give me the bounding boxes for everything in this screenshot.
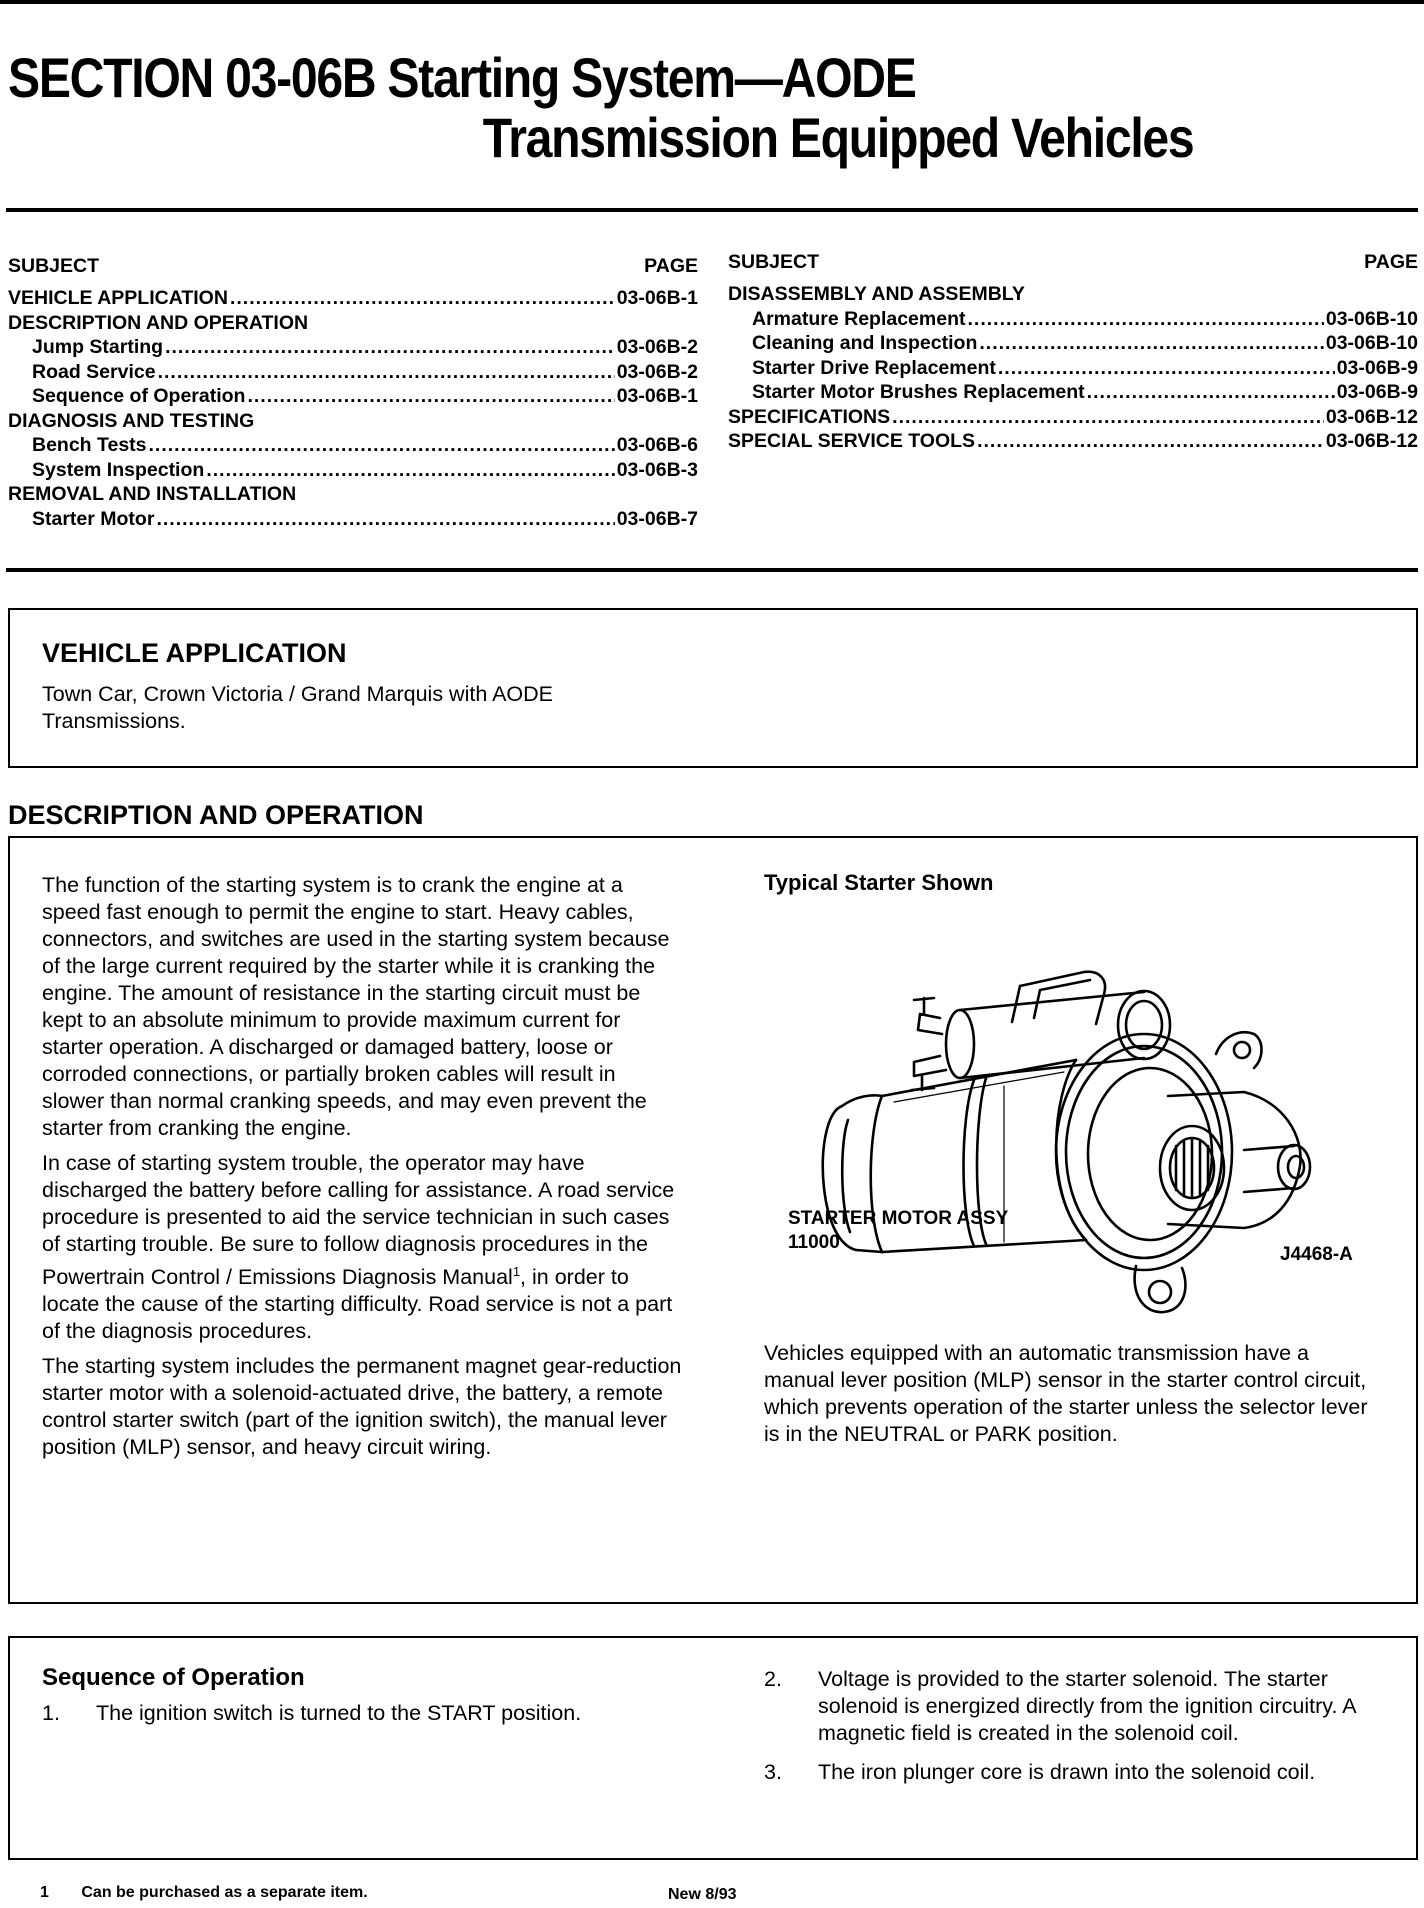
toc-entry bbox=[8, 335, 698, 360]
figure-caption: Typical Starter Shown bbox=[764, 870, 994, 895]
toc-entry-label: Starter Drive Replacement bbox=[752, 356, 996, 379]
description-paragraph-2: In case of starting system trouble, the operator may have discharged the battery before calling for assistance. A road service procedure is presented to aid the service technician in such cases of starting trouble. Be sure to follow diagnosis procedures in the Powertrain Control / Emissions Diagnosis Manual$^1$, in order to locate the cause of the starting difficulty. Road service is not a part of the diagnosis procedures. bbox=[42, 1151, 675, 1344]
description-paragraph-1: The function of the starting system is to crank the engine at a speed fast enough to permit the engine to start. Heavy cables, connectors, and switches are used in the starting system because of the large current required by the starter while it is cranking the engine. The amount of resistance in the starting circuit must be kept to an absolute minimum to provide maximum current for starter operation. A discharged or damaged battery, loose or corroded connections, or partially broken cables will result in slower than normal cranking speeds, and may even prevent the starter from cranking the engine. bbox=[42, 873, 670, 1140]
toc-entry-page: 03-06B-2 bbox=[616, 360, 698, 383]
figure-label-2: 11000 bbox=[788, 1232, 840, 1253]
toc-subject-label: SUBJECT bbox=[728, 250, 820, 273]
footnote-number: 1 bbox=[40, 1884, 49, 1901]
toc-entry-label: Armature Replacement bbox=[752, 307, 966, 330]
toc-entry bbox=[728, 405, 1418, 430]
top-rule bbox=[0, 0, 1424, 4]
toc-page-label: PAGE bbox=[1364, 250, 1418, 273]
toc-rule bbox=[6, 568, 1418, 572]
toc-entry bbox=[8, 409, 698, 434]
vehicle-application-box bbox=[8, 608, 1418, 768]
toc-entry-label: Road Service bbox=[32, 360, 156, 383]
footnote-ref: 1 bbox=[512, 1264, 521, 1279]
toc-entry-page: 03-06B-1 bbox=[616, 385, 698, 407]
sequence-steps-left bbox=[42, 1700, 602, 1727]
toc-entry-page: 03-06B-1 bbox=[616, 287, 698, 309]
toc-page-label: PAGE bbox=[644, 254, 698, 277]
toc-leader-dots bbox=[968, 307, 1324, 332]
sequence-right-column bbox=[764, 1666, 1394, 1798]
description-box bbox=[8, 836, 1418, 1604]
toc-left-header bbox=[8, 246, 698, 286]
figure-id: J4468-A bbox=[1280, 1244, 1353, 1265]
toc-subject-label: SUBJECT bbox=[8, 254, 100, 277]
toc-leader-dots bbox=[892, 405, 1324, 430]
toc-entry bbox=[728, 307, 1418, 332]
toc-entry-label: Jump Starting bbox=[32, 336, 164, 358]
vehicle-application-text: Town Car, Crown Victoria / Grand Marquis with AODE Transmissions. bbox=[42, 682, 554, 733]
toc-entry-label: VEHICLE APPLICATION bbox=[8, 287, 228, 309]
toc-entry bbox=[728, 282, 1418, 307]
toc-entry-page: 03-06B-10 bbox=[1325, 307, 1418, 330]
toc-leader-dots bbox=[230, 286, 615, 311]
sequence-step bbox=[764, 1666, 1394, 1747]
toc-entry-label: Cleaning and Inspection bbox=[752, 332, 978, 354]
toc-entry bbox=[8, 482, 698, 507]
toc-entry-label: System Inspection bbox=[32, 458, 205, 481]
toc-entry bbox=[8, 360, 698, 385]
toc-entry bbox=[728, 429, 1418, 454]
toc-entry-page: 03-06B-9 bbox=[1336, 356, 1418, 379]
step-number: 2. bbox=[764, 1667, 782, 1691]
toc-right-rows bbox=[728, 282, 1418, 454]
toc-leader-dots bbox=[206, 458, 614, 483]
toc-leader-dots bbox=[149, 433, 615, 458]
toc-leader-dots bbox=[156, 507, 614, 532]
toc-leader-dots bbox=[979, 331, 1324, 356]
starter-motor-illustration bbox=[764, 906, 1384, 1326]
revision-date: New 8/93 bbox=[668, 1886, 737, 1903]
sequence-heading: Sequence of Operation bbox=[42, 1664, 305, 1691]
toc-entry-label: DESCRIPTION AND OPERATION bbox=[8, 311, 309, 334]
sequence-box bbox=[8, 1636, 1418, 1860]
toc-leader-dots bbox=[998, 356, 1335, 381]
toc-entry-label: Bench Tests bbox=[32, 434, 147, 456]
toc-entry-label: Sequence of Operation bbox=[32, 385, 246, 407]
toc-entry-page: 03-06B-12 bbox=[1325, 405, 1418, 428]
sequence-step bbox=[764, 1759, 1394, 1786]
toc-entry-label: DISASSEMBLY AND ASSEMBLY bbox=[728, 283, 1025, 305]
toc-entry-page: 03-06B-2 bbox=[616, 336, 698, 358]
toc-entry-page: 03-06B-3 bbox=[616, 458, 698, 481]
toc-entry-page: 03-06B-9 bbox=[1336, 381, 1418, 403]
description-right-column bbox=[764, 870, 1384, 1448]
footnote bbox=[40, 1884, 368, 1902]
footnote-text: Can be purchased as a separate item. bbox=[81, 1884, 368, 1901]
toc-leader-dots bbox=[977, 429, 1324, 454]
vehicle-application-heading: VEHICLE APPLICATION bbox=[42, 638, 347, 668]
toc-entry-page: 03-06B-6 bbox=[616, 434, 698, 456]
toc-leader-dots bbox=[247, 384, 614, 409]
toc-entry bbox=[8, 384, 698, 409]
description-paragraph-3: The starting system includes the permanent magnet gear-reduction starter motor with a solenoid-actuated drive, the battery, a remote control starter switch (part of the ignition switch), the manual lever position (MLP) sensor, and heavy circuit wiring. bbox=[42, 1354, 682, 1460]
toc-entry bbox=[8, 311, 698, 336]
toc-entry bbox=[8, 286, 698, 311]
toc-right-header bbox=[728, 242, 1418, 282]
toc-entry-label: SPECIFICATIONS bbox=[728, 405, 891, 428]
page-title bbox=[8, 48, 1221, 168]
title-rule bbox=[6, 208, 1418, 212]
title-line-1: SECTION 03-06B Starting System—AODE bbox=[8, 46, 916, 109]
toc-entry-page: 03-06B-10 bbox=[1325, 332, 1418, 354]
step-number: 3. bbox=[764, 1760, 782, 1784]
title-line-2: Transmission Equipped Vehicles bbox=[482, 106, 1194, 169]
toc-entry bbox=[728, 380, 1418, 405]
toc-leader-dots bbox=[1087, 380, 1335, 405]
sequence-steps-right bbox=[764, 1666, 1394, 1786]
sequence-left-column bbox=[42, 1664, 602, 1739]
toc-right bbox=[728, 242, 1418, 454]
toc-entry-label: REMOVAL AND INSTALLATION bbox=[8, 483, 297, 505]
step-text: Voltage is provided to the starter solenoid. The starter solenoid is energized directly from the ignition circuitry. A magnetic field is created in the solenoid coil. bbox=[818, 1667, 1356, 1745]
step-text: The iron plunger core is drawn into the solenoid coil. bbox=[818, 1760, 1316, 1784]
toc-entry bbox=[8, 458, 698, 483]
figure-label-1: STARTER MOTOR ASSY bbox=[788, 1208, 1009, 1229]
toc-entry-page: 03-06B-12 bbox=[1325, 430, 1418, 452]
toc-entry-label: SPECIAL SERVICE TOOLS bbox=[728, 430, 976, 452]
toc-entry-label: Starter Motor bbox=[32, 507, 155, 530]
description-left-column bbox=[42, 872, 682, 1461]
toc-entry-page: 03-06B-7 bbox=[616, 507, 698, 530]
toc-entry bbox=[728, 356, 1418, 381]
toc-left-rows bbox=[8, 286, 698, 531]
description-paragraph-4: Vehicles equipped with an automatic transmission have a manual lever position (MLP) sensor in the starter control circuit, which prevents operation of the starter unless the selector lever is in the NEUTRAL or PARK position. bbox=[764, 1341, 1368, 1446]
toc-entry-label: Starter Motor Brushes Replacement bbox=[752, 381, 1085, 403]
sequence-step bbox=[42, 1700, 602, 1727]
toc-entry bbox=[8, 507, 698, 532]
toc-left bbox=[8, 246, 698, 531]
description-heading: DESCRIPTION AND OPERATION bbox=[8, 800, 424, 830]
toc-leader-dots bbox=[158, 360, 615, 385]
step-text: The ignition switch is turned to the START position. bbox=[96, 1701, 582, 1725]
toc-entry bbox=[728, 331, 1418, 356]
toc-leader-dots bbox=[165, 335, 615, 360]
toc-entry-label: DIAGNOSIS AND TESTING bbox=[8, 409, 255, 432]
step-number: 1. bbox=[42, 1701, 60, 1725]
toc-entry bbox=[8, 433, 698, 458]
